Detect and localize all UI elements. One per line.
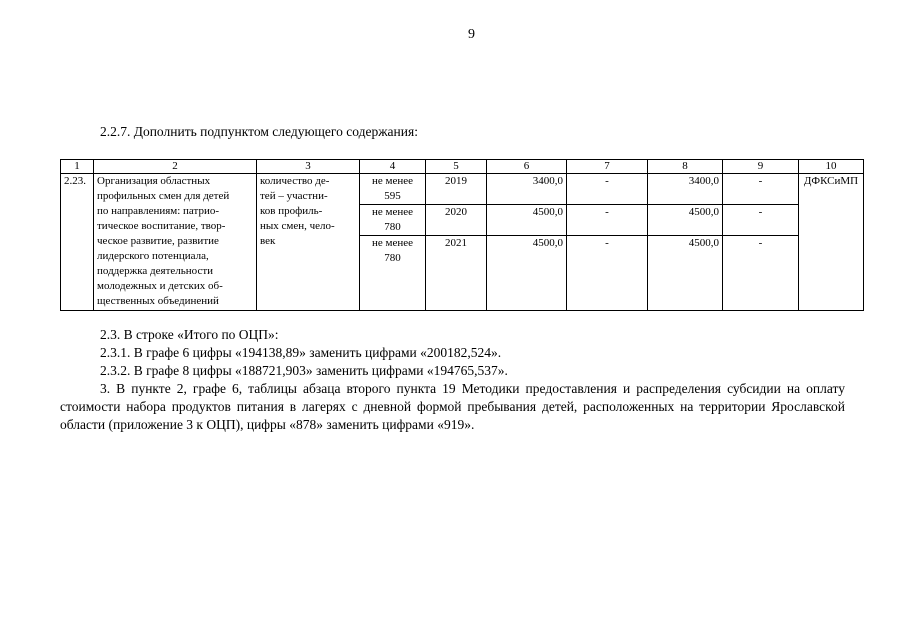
executor-cell: ДФКСиМП xyxy=(799,174,864,311)
activity-name-line: тическое воспитание, твор- xyxy=(97,220,226,232)
paragraph: 3. В пункте 2, графе 6, таблицы абзаца второго пункта 19 Методики предоставления и распределения субсидии на оплату стоимости набора продуктов питания в лагерях с дневной формой пребывания детей, расположенных на территории Ярославской области (приложение 3 к ОЦП), цифры «878» заменить цифрами «919». xyxy=(60,381,845,432)
program-table xyxy=(60,159,864,311)
paragraph: 2.3.1. В графе 6 цифры «194138,89» заменить цифрами «200182,524». xyxy=(100,345,502,360)
target-label: не менее xyxy=(371,175,413,187)
column-header: 1 xyxy=(61,160,94,174)
amendment-paragraphs xyxy=(60,326,845,434)
table-header-row xyxy=(61,160,864,174)
indicator-line: ных смен, чело- xyxy=(260,220,335,232)
target-value: 780 xyxy=(384,252,401,264)
column-header: 3 xyxy=(257,160,360,174)
column-header: 7 xyxy=(567,160,648,174)
column-header: 10 xyxy=(799,160,864,174)
year-cell: 2020 xyxy=(426,205,487,236)
paragraph: 2.3.2. В графе 8 цифры «188721,903» заменить цифрами «194765,537». xyxy=(100,363,508,378)
col8-cell: 3400,0 xyxy=(648,174,723,205)
activity-name-line: поддержка деятельности xyxy=(97,265,214,277)
activity-name-cell xyxy=(94,174,257,311)
indicator-cell xyxy=(257,174,360,311)
activity-name-line: ческое развитие, развитие xyxy=(97,235,219,247)
page-number: 9 xyxy=(468,27,475,42)
intro-text: 2.2.7. Дополнить подпунктом следующего содержания: xyxy=(100,124,418,139)
col7-cell: - xyxy=(567,236,648,311)
col8-cell: 4500,0 xyxy=(648,236,723,311)
year-cell: 2021 xyxy=(426,236,487,311)
activity-name-line: щественных объединений xyxy=(97,295,219,307)
activity-name-line: Организация областных xyxy=(97,175,211,187)
indicator-line: тей – участни- xyxy=(260,190,328,202)
col8-cell: 4500,0 xyxy=(648,205,723,236)
year-cell: 2019 xyxy=(426,174,487,205)
paragraph: 2.3. В строке «Итого по ОЦП»: xyxy=(100,327,279,342)
activity-name-line: лидерского потенциала, xyxy=(97,250,209,262)
column-header: 8 xyxy=(648,160,723,174)
column-header: 6 xyxy=(487,160,567,174)
col6-cell: 4500,0 xyxy=(487,205,567,236)
target-value: 780 xyxy=(384,221,401,233)
activity-name-line: по направлениям: патрио- xyxy=(97,205,220,217)
col6-cell: 3400,0 xyxy=(487,174,567,205)
col7-cell: - xyxy=(567,174,648,205)
row-number-cell: 2.23. xyxy=(61,174,94,311)
target-cell xyxy=(360,174,426,205)
target-value: 595 xyxy=(384,190,401,202)
target-cell xyxy=(360,236,426,311)
target-cell xyxy=(360,205,426,236)
col7-cell: - xyxy=(567,205,648,236)
col9-cell: - xyxy=(723,205,799,236)
target-label: не менее xyxy=(371,237,413,249)
col9-cell: - xyxy=(723,174,799,205)
column-header: 5 xyxy=(426,160,487,174)
table-row xyxy=(61,174,864,205)
column-header: 4 xyxy=(360,160,426,174)
activity-name-line: профильных смен для детей xyxy=(97,190,230,202)
column-header: 2 xyxy=(94,160,257,174)
indicator-line: век xyxy=(260,235,276,247)
col9-cell: - xyxy=(723,236,799,311)
indicator-line: ков профиль- xyxy=(260,205,323,217)
target-label: не менее xyxy=(371,206,413,218)
col6-cell: 4500,0 xyxy=(487,236,567,311)
activity-name-line: молодежных и детских об- xyxy=(97,280,223,292)
indicator-line: количество де- xyxy=(260,175,330,187)
column-header: 9 xyxy=(723,160,799,174)
